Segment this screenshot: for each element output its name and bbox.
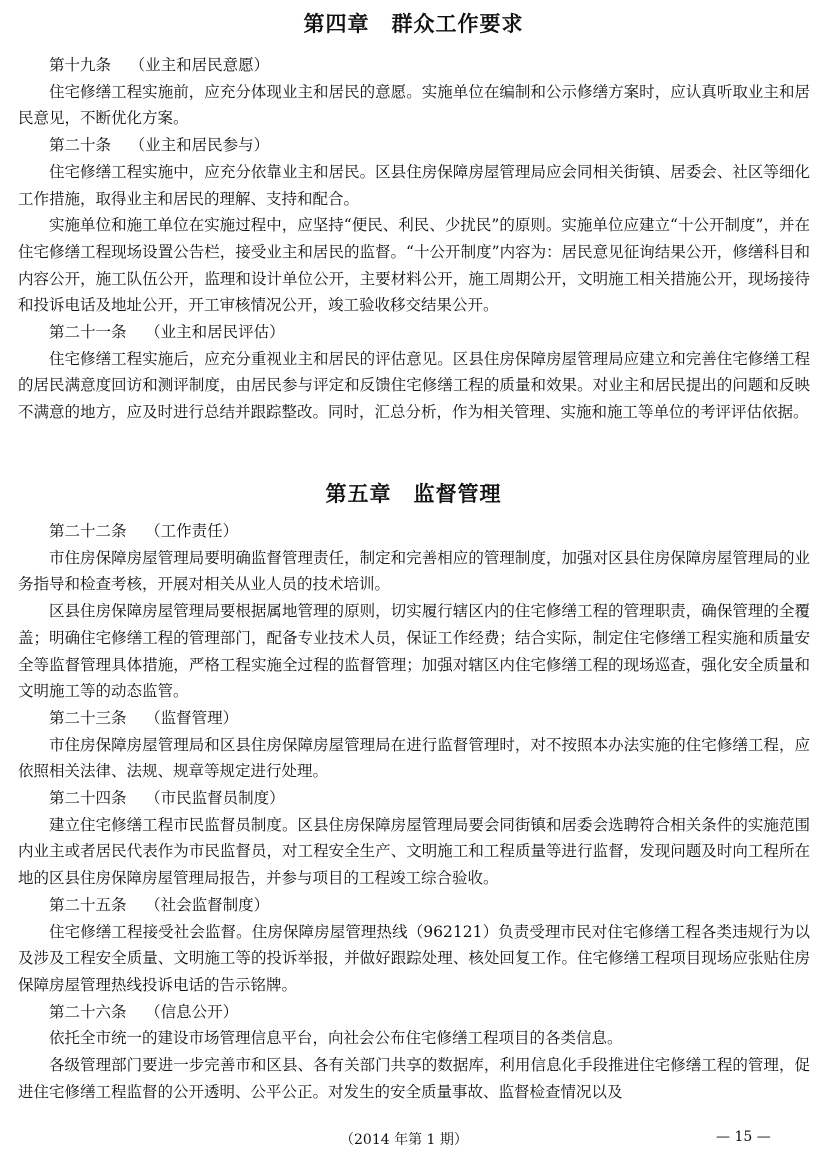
article-heading xyxy=(18,52,810,79)
article-number: 第二十二条 xyxy=(49,522,127,540)
article-heading xyxy=(18,892,810,919)
article-paragraph: 市住房保障房屋管理局和区县住房保障房屋管理局在进行监督管理时，对不按照本办法实施的住宅修缮工程，应依照相关法律、法规、规章等规定进行处理。 xyxy=(18,735,810,781)
page-number: — 15 — xyxy=(716,1129,771,1145)
article-heading xyxy=(18,705,810,732)
article-title: （社会监督制度） xyxy=(145,895,270,914)
chapter-5-body xyxy=(18,518,810,1105)
article-title: （业主和居民意愿） xyxy=(129,56,270,74)
article-heading xyxy=(18,785,810,812)
article-19 xyxy=(18,52,810,132)
article-paragraph: 各级管理部门要进一步完善市和区县、各有关部门共享的数据库，利用信息化手段推进住宅修缮工程的管理，促进住宅修缮工程监督的公开透明、公平公正。对发生的安全质量事故、监督检查情况以及 xyxy=(18,1056,810,1101)
article-paragraph: 住宅修缮工程接受社会监督。住房保障房屋管理热线（962121）负责受理市民对住宅修缮工程各类违规行为以及涉及工程安全质量、文明施工等的投诉举报，并做好跟踪处理、核处回复工作。住宅修缮工程项目现场应张贴住房保障房屋管理热线投诉电话的告示铭牌。 xyxy=(18,922,810,994)
article-heading xyxy=(18,132,810,159)
chapter-4-body xyxy=(18,52,810,426)
article-heading xyxy=(18,999,810,1026)
article-title: （业主和居民参与） xyxy=(129,136,270,155)
article-title: （市民监督员制度） xyxy=(145,789,285,808)
article-number: 第二十六条 xyxy=(49,1002,127,1021)
article-26 xyxy=(18,999,810,1106)
article-number: 第二十五条 xyxy=(49,895,127,914)
article-number: 第十九条 xyxy=(49,56,112,74)
chapter-4-title: 第四章 群众工作要求 xyxy=(303,11,524,36)
article-title: （业主和居民评估） xyxy=(145,323,285,342)
article-20 xyxy=(18,132,810,319)
article-title: （工作责任） xyxy=(145,522,239,540)
article-25 xyxy=(18,892,810,999)
article-title: （信息公开） xyxy=(145,1002,239,1021)
article-heading xyxy=(18,518,810,545)
article-paragraph: 区县住房保障房屋管理局要根据属地管理的原则，切实履行辖区内的住宅修缮工程的管理职责，确保管理的全覆盖；明确住宅修缮工程的管理部门，配备专业技术人员，保证工作经费；结合实际，制定住宅修缮工程实施和质量安全等监督管理具体措施，严格工程实施全过程的监督管理；加强对辖区内住宅修缮工程的现场巡查，强化安全质量和文明施工等的动态监管。 xyxy=(18,602,810,701)
article-title: （监督管理） xyxy=(145,708,239,727)
article-paragraph: 住宅修缮工程实施后，应充分重视业主和居民的评估意见。区县住房保障房屋管理局应建立和完善住宅修缮工程的居民满意度回访和测评制度，由居民参与评定和反馈住宅修缮工程的质量和效果。对业主和居民提出的问题和反映不满意的地方，应及时进行总结并跟踪整改。同时，汇总分析，作为相关管理、实施和施工等单位的考评评估依据。 xyxy=(18,349,810,422)
article-number: 第二十条 xyxy=(49,136,112,155)
article-number: 第二十三条 xyxy=(49,708,127,727)
article-21 xyxy=(18,319,810,426)
article-paragraph: 实施单位和施工单位在实施过程中，应坚持“便民、利民、少扰民”的原则。实施单位应建立“十公开制度”，并在住宅修缮工程现场设置公告栏，接受业主和居民的监督。“十公开制度”内容为：居民意见征询结果公开，修缮科目和内容公开，施工队伍公开，监理和设计单位公开，主要材料公开，施工周期公开，文明施工相关措施公开，现场接待和投诉电话及地址公开，开工审核情况公开，竣工验收移交结果公开。 xyxy=(18,216,810,315)
chapter-5-title: 第五章 监督管理 xyxy=(325,481,502,506)
article-paragraph: 住宅修缮工程实施中，应充分依靠业主和居民。区县住房保障房屋管理局应会同相关街镇、居委会、社区等细化工作措施，取得业主和居民的理解、支持和配合。 xyxy=(18,162,810,208)
article-paragraph: 建立住宅修缮工程市民监督员制度。区县住房保障房屋管理局要会同街镇和居委会选聘符合相关条件的实施范围内业主或者居民代表作为市民监督员，对工程安全生产、文明施工和工程质量等进行监督，发现问题及时向工程所在地的区县住房保障房屋管理局报告，并参与项目的工程竣工综合验收。 xyxy=(18,815,810,888)
article-paragraph: 市住房保障房屋管理局要明确监督管理责任，制定和完善相应的管理制度，加强对区县住房保障房屋管理局的业务指导和检查考核，开展对相关从业人员的技术培训。 xyxy=(18,548,810,594)
article-22 xyxy=(18,518,810,705)
article-23 xyxy=(18,705,810,785)
article-number: 第二十一条 xyxy=(49,323,127,342)
issue-label: （2014 年第 1 期） xyxy=(340,1132,468,1148)
article-24 xyxy=(18,785,810,892)
article-paragraph: 住宅修缮工程实施前，应充分体现业主和居民的意愿。实施单位在编制和公示修缮方案时，应认真听取业主和居民意见，不断优化方案。 xyxy=(18,82,810,128)
article-number: 第二十四条 xyxy=(49,789,127,808)
article-paragraph: 依托全市统一的建设市场管理信息平台，向社会公布住宅修缮工程项目的各类信息。 xyxy=(49,1029,623,1048)
page-footer xyxy=(0,1129,827,1153)
article-heading xyxy=(18,319,810,346)
